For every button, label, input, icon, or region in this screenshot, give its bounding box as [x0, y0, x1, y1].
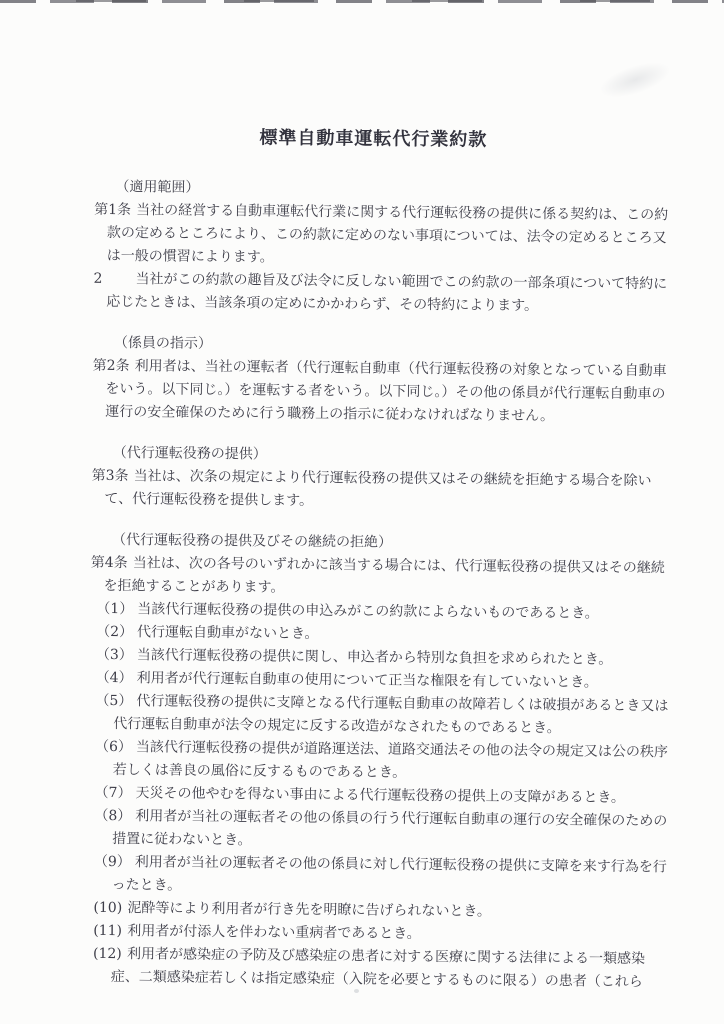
item-text: 利用者が感染症の予防及び感染症の患者に対する医療に関する法律による一類感染症、二類感染症若しくは指定感染症（入院を必要とするものに限る）の患者（これら: [110, 946, 646, 991]
section-scope: [93, 176, 676, 320]
list-item: [93, 943, 669, 995]
article-number-label: 第4条: [90, 554, 128, 572]
item-text: 泥酔等により利用者が行き先を明瞭に告げられないとき。: [127, 900, 491, 920]
item-text: 利用者が付添人を伴わない重病者であるとき。: [127, 923, 421, 942]
section-refusal: [87, 529, 673, 995]
article-text: 当社がこの約款の趣旨及び法令に反しない範囲でこの約款の一部条項について特約に応じたときは、当該条項の定めにかかわらず、その特約によります。: [106, 271, 668, 315]
top-edge-scan-marks-2: [18, 0, 724, 2]
article-paragraph: [91, 465, 673, 517]
item-number: （5）: [95, 692, 133, 710]
article-paragraph: [93, 268, 675, 320]
item-text: 利用者が当社の運転者その他の係員の行う代行運転自動車の運行の安全確保のための措置に従わないとき。: [112, 808, 668, 849]
item-number: （6）: [94, 738, 133, 756]
section-heading: （代行運転役務の提供及びその継続の拒絶）: [111, 531, 393, 551]
item-text: 利用者が当社の運転者その他の係員に対し代行運転役務の提供に支障を来す行為を行ったとき。: [111, 854, 667, 894]
section-staff-instructions: [92, 332, 675, 430]
document-title: 標準自動車運転代行業約款: [259, 127, 488, 151]
list-item: [94, 805, 670, 857]
item-number: （4）: [95, 669, 133, 687]
list-item: [94, 851, 670, 903]
article-number-label: 第1条: [94, 201, 132, 219]
article-paragraph: [90, 552, 672, 604]
article-text: 利用者は、当社の運転者（代行運転自動車（代行運転役務の対象となっている自動車をいう。以下同じ。）を運転する者をいう。以下同じ。）その他の係員が代行運転自動車の運行の安全確保のために行う職務上の指示に従わなければなりません。: [105, 358, 667, 425]
article-text: 当社は、次の各号のいずれかに該当する場合には、代行運転役務の提供又はその継続を拒絶することがあります。: [103, 555, 665, 596]
article-number-label: 第3条: [91, 467, 129, 485]
article-paragraph: [92, 355, 675, 430]
refusal-items-list: [87, 598, 673, 995]
item-text: 当該代行運転役務の提供の申込みがこの約款によらないものであるとき。: [137, 601, 599, 622]
article-text: 当社の経営する自動車運転代行業に関する代行運転役務の提供に係る契約は、この約款の定めるところにより、この約款に定めのない事項については、法令の定めるところ又は一般の慣習によります。: [106, 202, 669, 266]
item-text: 代行運転自動車がないとき。: [136, 624, 319, 642]
item-text: 利用者が代行運転自動車の使用について正当な権限を有していないとき。: [136, 670, 598, 691]
item-number: （8）: [94, 807, 132, 825]
item-number: (12): [92, 945, 122, 963]
list-item: [95, 690, 671, 742]
section-service-provision: [91, 442, 674, 517]
item-text: 当該代行運転役務の提供が道路運送法、道路交通法その他の法令の規定又は公の秩序若しくは善良の風俗に反するものであるとき。: [112, 739, 668, 781]
item-number: （1）: [96, 600, 134, 618]
article-text: 当社は、次条の規定により代行運転役務の提供又はその継続を拒絶する場合を除いて、代行運転役務を提供します。: [104, 468, 652, 509]
item-number: （7）: [94, 784, 132, 802]
article-number-label: 2: [93, 270, 103, 287]
document-content: [87, 124, 677, 995]
section-heading: （代行運転役務の提供）: [112, 444, 267, 463]
section-heading: （係員の指示）: [113, 334, 212, 352]
item-number: （3）: [95, 646, 133, 664]
item-number: (10): [93, 899, 123, 917]
item-number: （9）: [93, 853, 131, 871]
item-text: 当該代行運転役務の提供に関し、申込者から特別な負担を求められたとき。: [136, 647, 613, 668]
item-text: 天災その他やむを得ない事由による代行運転役務の提供上の支障があるとき。: [135, 785, 626, 806]
item-number: （2）: [96, 623, 134, 641]
item-text: 代行運転役務の提供に支障となる代行運転自動車の故障若しくは破損があるとき又は代行運転自動車が法令の規定に反する改造がなされたものであるとき。: [113, 693, 669, 737]
scan-smudge-artifact: [595, 55, 674, 104]
section-heading: （適用範囲）: [115, 179, 200, 196]
list-item: [95, 736, 671, 788]
article-number-label: 第2条: [92, 357, 130, 375]
item-number: (11): [93, 922, 123, 940]
article-paragraph: [94, 199, 677, 274]
